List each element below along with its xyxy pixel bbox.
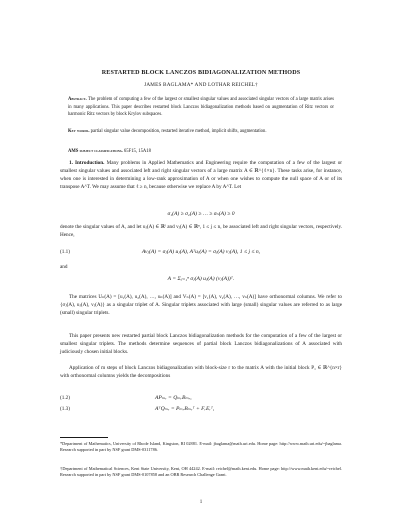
equation-number: (1.1) [60,249,70,255]
and-word: and [60,264,68,270]
abstract-block [68,96,334,119]
footnote-rule [60,437,108,438]
footnote-1: *Department of Mathematics, University of Rhode Island, Kingston, RI 02881. E-mail: jbaglama@math.uri.edu. Home page: http://www.math.uri.edu/~jbaglama. Research supported in part by NSF grant DMS-0311786. [60,441,342,453]
equation-1-2 [60,395,342,401]
equation-1-1 [60,249,342,255]
keywords-text: partial singular value decomposition, restarted iterative method, implicit shifts, augmentation. [90,129,267,134]
paper-title: RESTARTED BLOCK LANCZOS BIDIAGONALIZATION METHODS [101,70,301,76]
keywords-label: Key words. [68,129,90,134]
page-number: 1 [199,500,203,505]
abstract-text: The problem of computing a few of the largest or smallest singular values and associated singular vectors of a large matrix arises in many applications. This paper describes restarted block Lanczos bidiagonalization methods based on augmentation of Ritz vectors or harmonic Ritz vectors by block Krylov subspaces. [68,97,335,117]
equation-number: (1.2) [60,395,70,401]
equation-svd-sum: A = Σⱼ₌₁ⁿ σⱼ(A) uⱼ(A) (vⱼ(A))ᵀ. [167,276,235,282]
paper-page [60,0,342,518]
paper-authors: JAMES BAGLAMA* AND LOTHAR REICHEL† [144,82,258,88]
section-heading: 1. Introduction. [69,160,105,166]
abstract-label: Abstract. [68,97,87,102]
intro-text-1: Many problems in Applied Mathematics and Engineering require the computation of a few of the largest or smallest singular values and associated left and right singular vectors of a large matrix A ∈ ℝ^{ℓ×n}. These tasks arise, for instance, when one is interested in determining a low-rank approximation of A or when one wishes to compute the null space of A or of its transpose A^T. We may assume that ℓ ≥ n, because otherwise we replace A by A^T. Let [60,160,343,190]
equation-number: (1.3) [60,406,70,412]
intro-paragraph-3: The matrices Uₙ(A) = [u₁(A), u₂(A), …, uₙ(A)] and Vₙ(A) = [v₁(A), v₂(A), …, vₙ(A)] have orthonormal columns. We refer to {σⱼ(A), uⱼ(A), vⱼ(A)} as a singular triplet of A. Singular triplets associated with large (small) singular values are referred to as large (small) singular triplets. [60,294,342,316]
intro-paragraph-4: This paper presents new restarted partial block Lanczos bidiagonalization methods for the computation of a few of the largest or smallest singular triplets. The methods determine sequences of partial block Lanczos bidiagonalizations of A associated with judiciously chosen initial blocks. [60,333,342,355]
ams-block [68,148,334,156]
ams-label: AMS subject classifications. [68,149,123,154]
footnote-2: †Department of Mathematical Sciences, Kent State University, Kent, OH 44242. E-mail: reichel@math.kent.edu. Home page: http://www.math.kent.edu/~reichel. Research supported in part by NSF grant DMS-0107858 and an OBR Research Challenge Grant. [60,466,342,478]
keywords-block [68,128,334,136]
ams-text: 65F15, 15A18 [123,149,151,154]
intro-paragraph-2: denote the singular values of A, and let uⱼ(A) ∈ ℝˡ and vⱼ(A) ∈ ℝⁿ, 1 ≤ j ≤ n, be associated left and right singular vectors, respectively. Hence, [60,224,342,238]
equation-body: Avⱼ(A) = σⱼ(A) uⱼ(A), Aᵀuⱼ(A) = σⱼ(A) vⱼ(A), 1 ≤ j ≤ n, [141,249,261,255]
intro-paragraph-5: Application of m steps of block Lanczos bidiagonalization with block-size r to the matrix A with the initial block P₁ ∈ ℝ^{n×r} with orthonormal columns yields the decompositions [60,365,342,379]
intro-paragraph-1 [60,160,342,192]
equation-singular-values: σ₁(A) ≥ σ₂(A) ≥ … ≥ σₙ(A) ≥ 0 [167,211,235,217]
equation-body: AᵀQₘᵣ = PₘᵣBₘᵣᵀ + FᵣEᵣᵀ, [155,406,215,412]
equation-body: APₘᵣ = QₘᵣBₘᵣ, [155,395,192,401]
equation-1-3 [60,406,342,412]
